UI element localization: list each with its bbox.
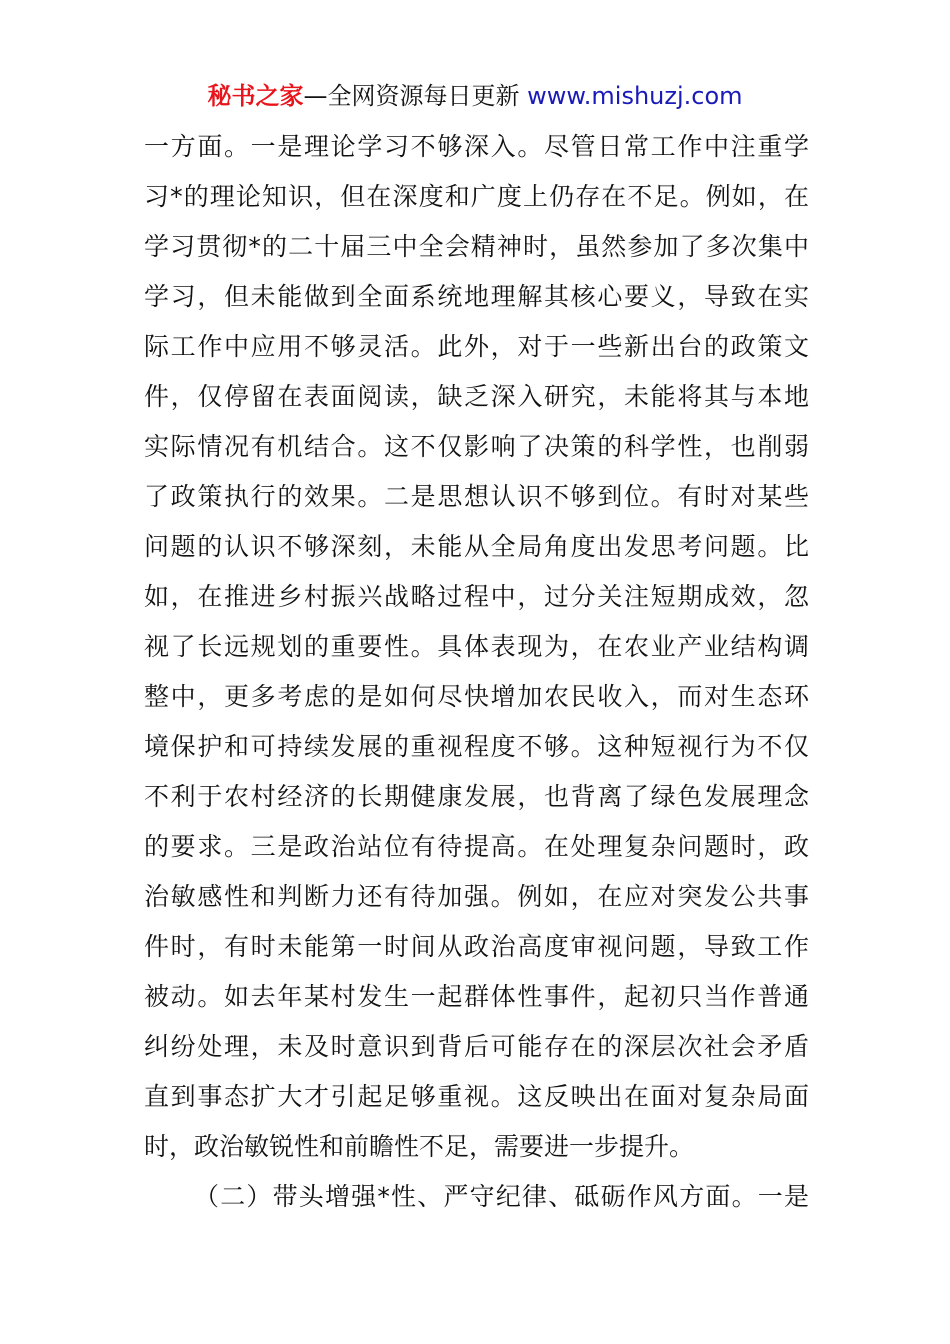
body-line: 境保护和可持续发展的重视程度不够。这种短视行为不仅: [144, 732, 809, 761]
body-line: 直到事态扩大才引起足够重视。这反映出在面对复杂局面: [144, 1082, 809, 1111]
section-heading-line: （二）带头增强*性、严守纪律、砥砺作风方面。一是: [194, 1182, 809, 1211]
body-line: 的要求。三是政治站位有待提高。在处理复杂问题时，政: [144, 832, 809, 861]
body-line: 被动。如去年某村发生一起群体性事件，起初只当作普通: [144, 982, 809, 1011]
site-brand: 秘书之家: [207, 82, 304, 110]
body-line: 如，在推进乡村振兴战略过程中，过分关注短期成效，忽: [144, 582, 809, 611]
site-url[interactable]: www.mishuzj.com: [527, 82, 743, 110]
body-line: 治敏感性和判断力还有待加强。例如，在应对突发公共事: [144, 882, 809, 911]
body-line: 一方面。一是理论学习不够深入。尽管日常工作中注重学: [144, 132, 809, 161]
body-line: 习*的理论知识，但在深度和广度上仍存在不足。例如，在: [144, 182, 809, 211]
body-line: 不利于农村经济的长期健康发展，也背离了绿色发展理念: [144, 782, 809, 811]
body-line: 纠纷处理，未及时意识到背后可能存在的深层次社会矛盾: [144, 1032, 809, 1061]
site-header: [0, 78, 950, 114]
body-line: 件时，有时未能第一时间从政治高度审视问题，导致工作: [144, 932, 809, 961]
body-line: 视了长远规划的重要性。具体表现为，在农业产业结构调: [144, 632, 809, 661]
body-line: 学习贯彻*的二十届三中全会精神时，虽然参加了多次集中: [144, 232, 809, 261]
body-line: 时，政治敏锐性和前瞻性不足，需要进一步提升。: [144, 1132, 695, 1161]
body-line: 件，仅停留在表面阅读，缺乏深入研究，未能将其与本地: [144, 382, 809, 411]
document-body: [144, 122, 809, 1222]
body-line: 学习，但未能做到全面系统地理解其核心要义，导致在实: [144, 282, 809, 311]
body-line: 整中，更多考虑的是如何尽快增加农民收入，而对生态环: [144, 682, 809, 711]
body-line: 问题的认识不够深刻，未能从全局角度出发思考问题。比: [144, 532, 809, 561]
site-tagline: —全网资源每日更新: [303, 82, 520, 110]
body-line: 际工作中应用不够灵活。此外，对于一些新出台的政策文: [144, 332, 809, 361]
body-line: 了政策执行的效果。二是思想认识不够到位。有时对某些: [144, 482, 809, 511]
body-line: 实际情况有机结合。这不仅影响了决策的科学性，也削弱: [144, 432, 809, 461]
